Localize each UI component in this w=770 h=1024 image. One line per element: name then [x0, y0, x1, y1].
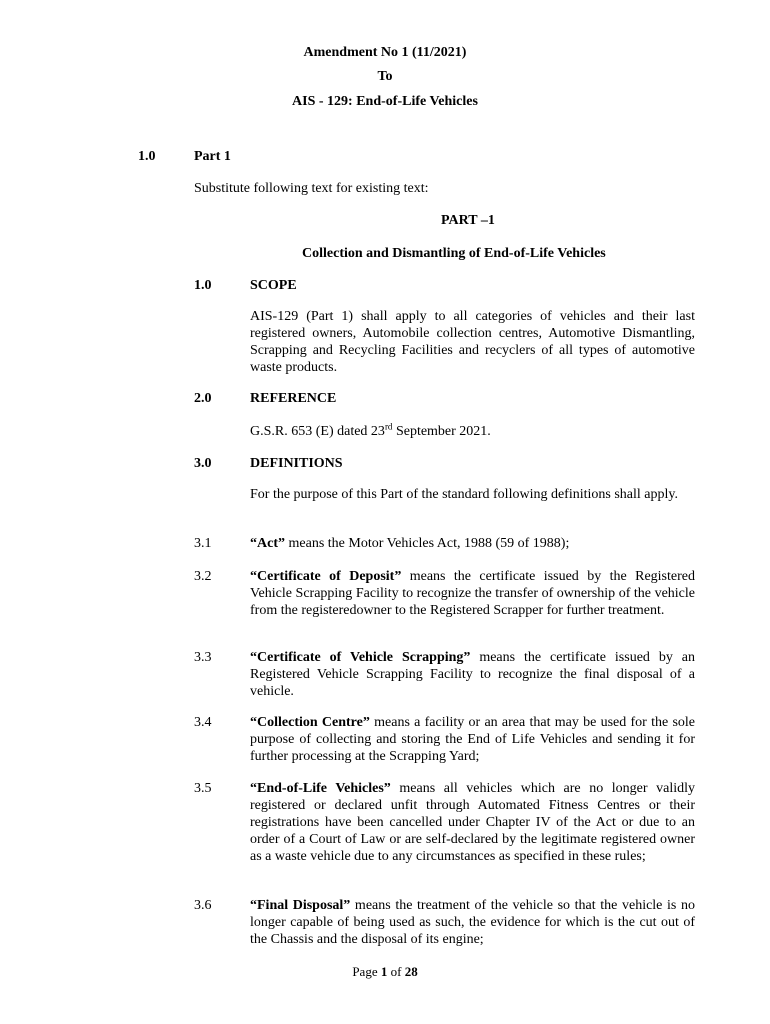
instruction-text: Substitute following text for existing text:	[194, 181, 429, 196]
amendment-title: Amendment No 1 (11/2021)	[303, 45, 467, 60]
document-title: AIS - 129: End-of-Life Vehicles	[292, 94, 478, 109]
part-heading: PART –1	[441, 213, 495, 228]
definition-number: 3.2	[194, 569, 212, 584]
definitions-heading: DEFINITIONS	[250, 456, 343, 471]
definition-collection-centre	[250, 714, 695, 765]
reference-ordinal: rd	[384, 421, 393, 432]
reference-heading: REFERENCE	[250, 391, 337, 406]
definition-text: means a facility or an area that may be used for the sole purpose of collecting and storing the End of Life Vehicles and sending it for further processing at the Scrapping Yard;	[250, 715, 696, 764]
page-current: 1	[380, 964, 388, 979]
section-number: 1.0	[138, 149, 156, 164]
definition-number: 3.4	[194, 715, 212, 730]
definition-text: means all vehicles which are no longer validly registered or declared unfit through Automated Fitness Centres or their registrations have been cancelled under Chapter IV of the Act or due to an order of a Court of Law or are self-declared by the legitimate registered owner as a waste vehicle due to any circumstances as specified in these rules;	[250, 781, 695, 864]
reference-text	[250, 423, 695, 440]
definition-term: “Certificate of Vehicle Scrapping”	[250, 650, 471, 665]
definition-certificate-of-deposit	[250, 568, 695, 619]
definition-term: “Collection Centre”	[250, 715, 370, 730]
definition-number: 3.1	[194, 536, 212, 551]
page-total: 28	[404, 964, 418, 979]
part-subheading: Collection and Dismantling of End-of-Life Vehicles	[302, 246, 606, 261]
definition-term: “Certificate of Deposit”	[250, 569, 402, 584]
scope-text: AIS-129 (Part 1) shall apply to all categories of vehicles and their last registered owners, Automobile collection centres, Automotive Dismantling, Scrapping and Recycling Facilities and recyclers of all types of automotive waste products.	[250, 309, 695, 375]
definition-act	[250, 535, 695, 552]
page-footer	[0, 963, 770, 980]
page-prefix: Page	[352, 964, 381, 979]
definition-term: “Act”	[250, 536, 285, 551]
reference-text-main: G.S.R. 653 (E) dated 23	[250, 424, 385, 439]
definition-text: means the treatment of the vehicle so that the vehicle is no longer capable of being used as such, the evidence for which is the cut out of the Chassis and the disposal of its engine;	[250, 898, 695, 947]
definition-end-of-life-vehicles	[250, 780, 695, 865]
definition-term: “Final Disposal”	[250, 898, 351, 913]
scope-heading: SCOPE	[250, 278, 297, 293]
definition-text: means the certificate issued by the Registered Vehicle Scrapping Facility to recognize the transfer of ownership of the vehicle from the registeredowner to the Registered Scrapper for further treatment.	[250, 569, 695, 618]
scope-number: 1.0	[194, 278, 212, 293]
title-to: To	[377, 69, 393, 84]
definition-term: “End-of-Life Vehicles”	[250, 781, 391, 796]
reference-text-date: September 2021.	[392, 424, 491, 439]
definition-number: 3.6	[194, 898, 212, 913]
definition-final-disposal	[250, 897, 695, 948]
page-of: of	[387, 964, 405, 979]
definitions-number: 3.0	[194, 456, 212, 471]
definition-certificate-of-vehicle-scrapping	[250, 649, 695, 700]
definition-number: 3.3	[194, 650, 212, 665]
reference-number: 2.0	[194, 391, 212, 406]
section-title: Part 1	[194, 149, 231, 164]
definitions-intro: For the purpose of this Part of the standard following definitions shall apply.	[250, 487, 678, 502]
definition-text: means the certificate issued by an Registered Vehicle Scrapping Facility to recognize the final disposal of a vehicle.	[250, 650, 695, 699]
definition-number: 3.5	[194, 781, 212, 796]
definition-text: means the Motor Vehicles Act, 1988 (59 of 1988);	[285, 536, 570, 551]
